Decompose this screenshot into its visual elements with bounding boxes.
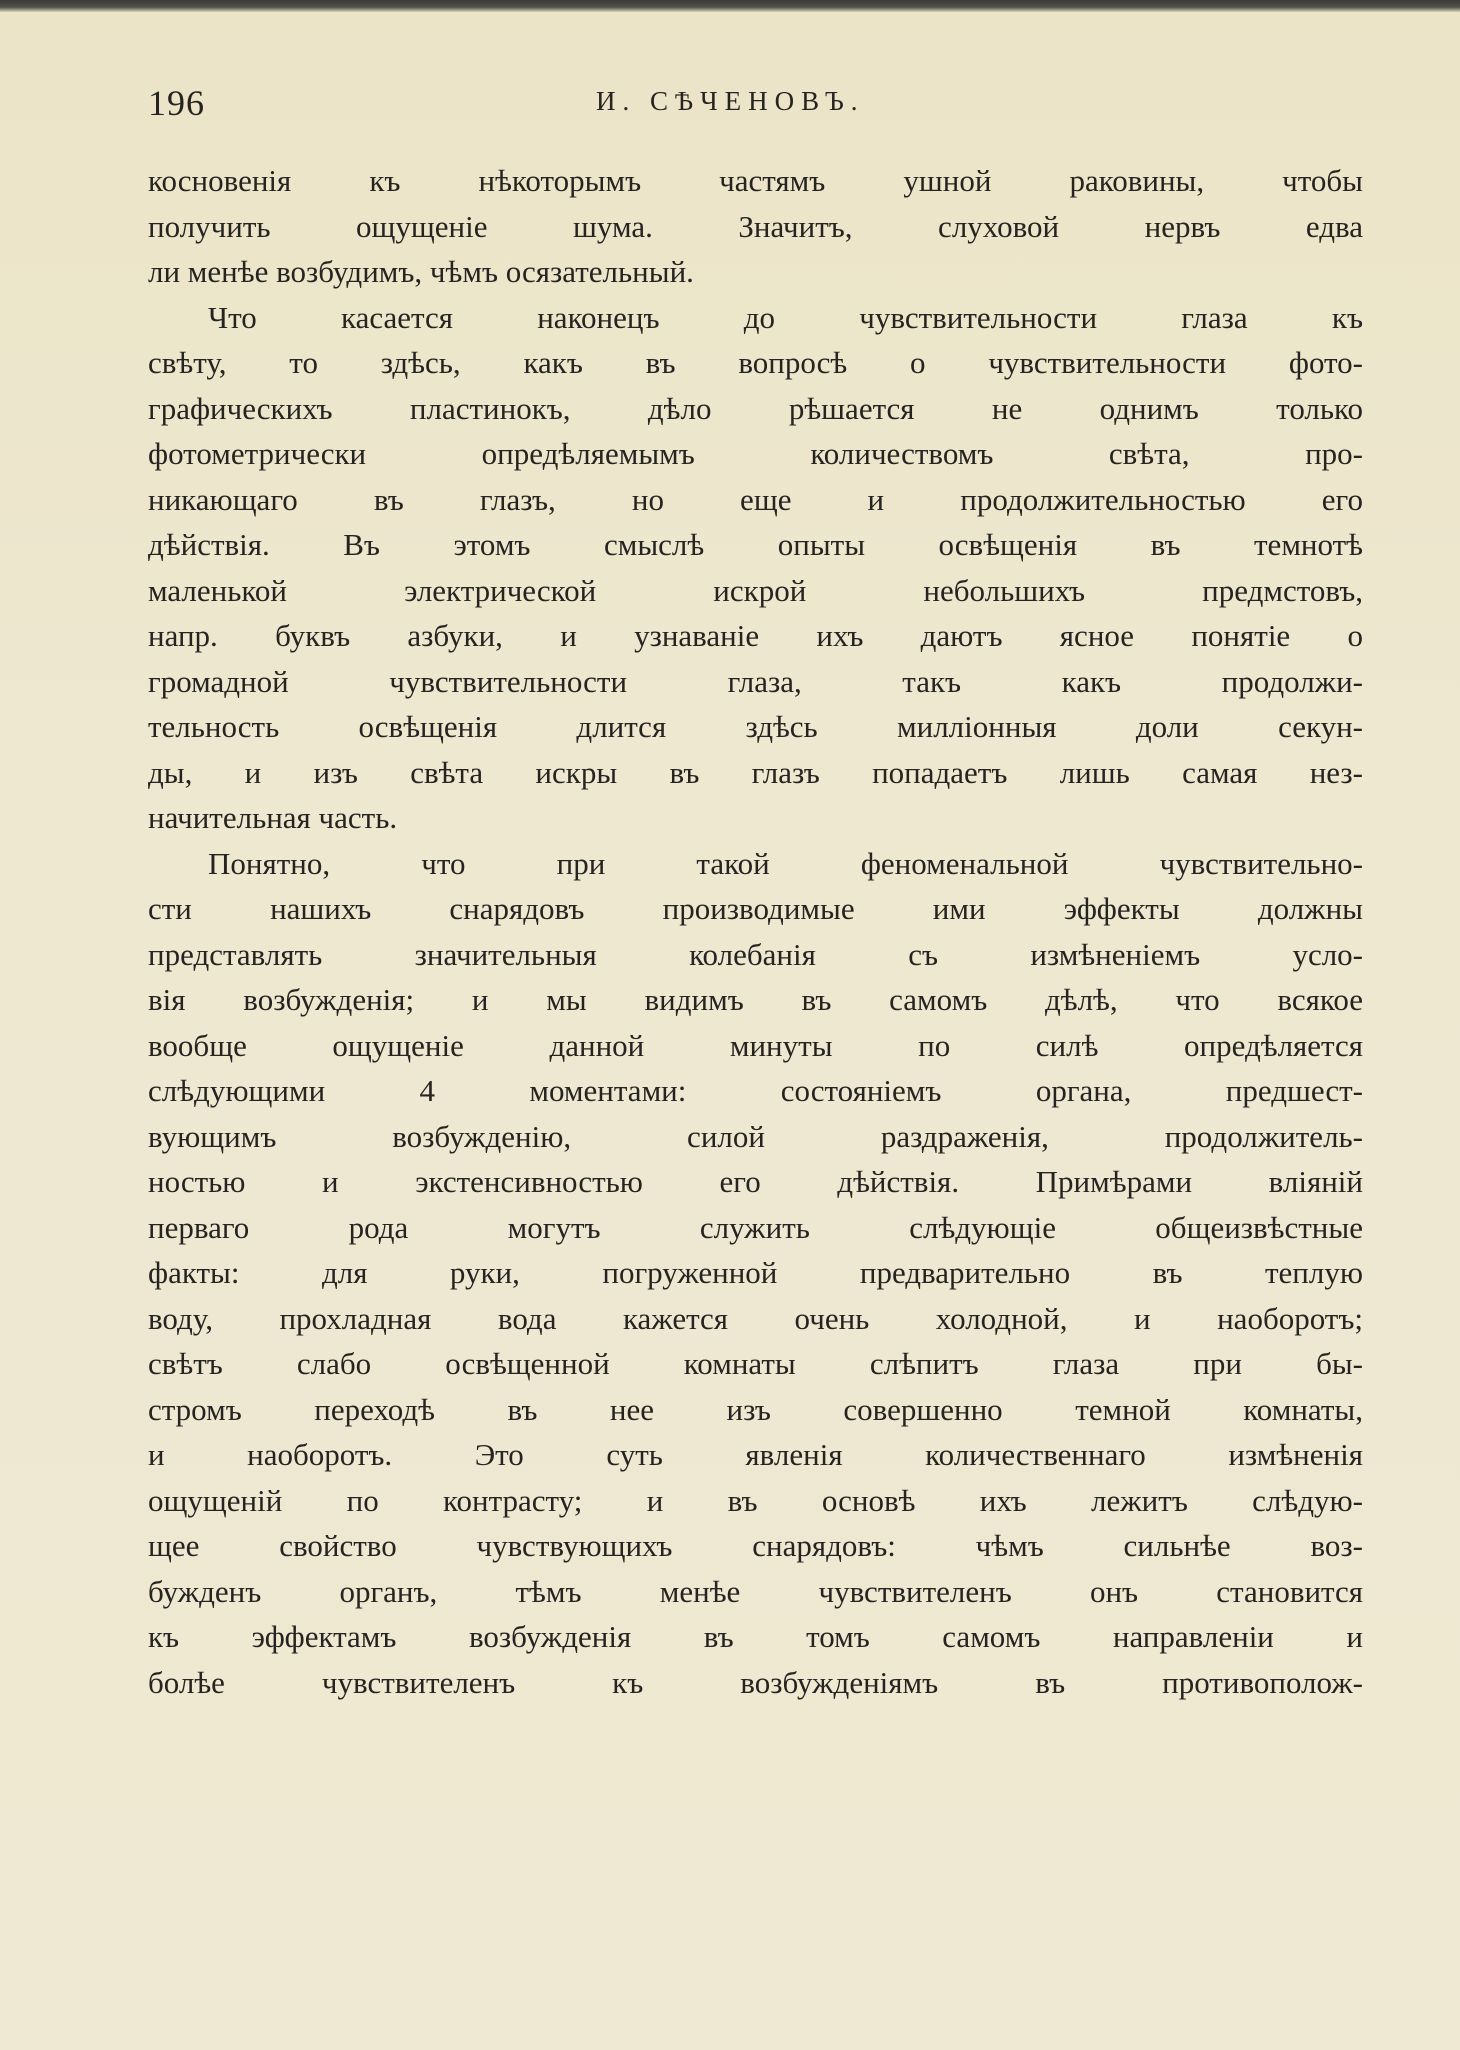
text-line: свѣтъ слабо освѣщенной комнаты слѣпитъ глаза при бы- [148, 1346, 1363, 1381]
text-line: вообще ощущеніе данной минуты по силѣ опредѣляется [148, 1027, 1363, 1063]
text-line: бужденъ органъ, тѣмъ менѣе чувствителенъ онъ становится [148, 1573, 1363, 1609]
text-line: маленькой электрической искрой небольшихъ предмстовъ, [148, 572, 1363, 608]
text-line: ощущеній по контрасту; и въ основѣ ихъ лежитъ слѣдую- [148, 1482, 1363, 1518]
text-line: болѣе чувствителенъ къ возбужденіямъ въ противополож- [148, 1664, 1363, 1700]
text-line: ды, и изъ свѣта искры въ глазъ попадаетъ лишь самая нез- [148, 754, 1363, 790]
text-line: факты: для руки, погруженной предварительно въ теплую [148, 1255, 1363, 1290]
text-line: фотометрически опредѣляемымъ количествомъ свѣта, про- [148, 436, 1363, 471]
text-line: начительная часть. [148, 800, 398, 835]
text-line: къ эффектамъ возбужденія въ томъ самомъ направленіи и [148, 1619, 1363, 1654]
text-line: громадной чувствительности глаза, такъ какъ продолжи- [148, 663, 1363, 699]
text-line: графическихъ пластинокъ, дѣло рѣшается не однимъ только [148, 390, 1363, 426]
text-line: свѣту, то здѣсь, какъ въ вопросѣ о чувствительности фото- [148, 345, 1363, 380]
text-line: напр. буквъ азбуки, и узнаваніе ихъ даютъ ясное понятіе о [148, 618, 1363, 653]
text-line: перваго рода могутъ служить слѣдующіе общеизвѣстные [148, 1209, 1363, 1245]
page-top-edge [0, 0, 1460, 12]
text-line: вія возбужденія; и мы видимъ въ самомъ дѣлѣ, что всякое [148, 982, 1363, 1017]
text-line: воду, прохладная вода кажется очень холодной, и наоборотъ; [148, 1300, 1363, 1336]
text-line: тельность освѣщенія длится здѣсь милліонныя доли секун- [148, 709, 1363, 744]
page-header [148, 82, 1363, 132]
text-line: вующимъ возбужденію, силой раздраженія, продолжитель- [148, 1118, 1363, 1154]
running-head: И. СѢЧЕНОВЪ. [596, 86, 865, 116]
text-line: Понятно, что при такой феноменальной чувствительно- [208, 845, 1363, 881]
text-line: Что касается наконецъ до чувствительности глаза къ [208, 299, 1363, 335]
text-line: ностью и экстенсивностью его дѣйствія. Примѣрами вліяній [148, 1164, 1363, 1199]
text-line: представлять значительныя колебанія съ измѣненіемъ усло- [148, 936, 1363, 972]
text-line: и наоборотъ. Это суть явленія количественнаго измѣненія [148, 1437, 1363, 1472]
text-line: получить ощущеніе шума. Значитъ, слуховой нервъ едва [148, 208, 1363, 244]
text-line: щее свойство чувствующихъ снарядовъ: чѣмъ сильнѣе воз- [148, 1528, 1363, 1563]
text-line: стромъ переходѣ въ нее изъ совершенно темной комнаты, [148, 1391, 1363, 1427]
text-line: косновенія къ нѣкоторымъ частямъ ушной раковины, чтобы [148, 163, 1363, 198]
body-text [148, 158, 1363, 1705]
text-line: слѣдующими 4 моментами: состояніемъ органа, предшест- [148, 1073, 1363, 1108]
text-line: никающаго въ глазъ, но еще и продолжительностью его [148, 481, 1363, 517]
text-line: сти нашихъ снарядовъ производимые ими эффекты должны [148, 891, 1363, 926]
text-line: дѣйствія. Въ этомъ смыслѣ опыты освѣщенія въ темнотѣ [148, 527, 1363, 562]
text-line: ли менѣе возбудимъ, чѣмъ осязательный. [148, 254, 694, 289]
page-number: 196 [148, 83, 205, 123]
